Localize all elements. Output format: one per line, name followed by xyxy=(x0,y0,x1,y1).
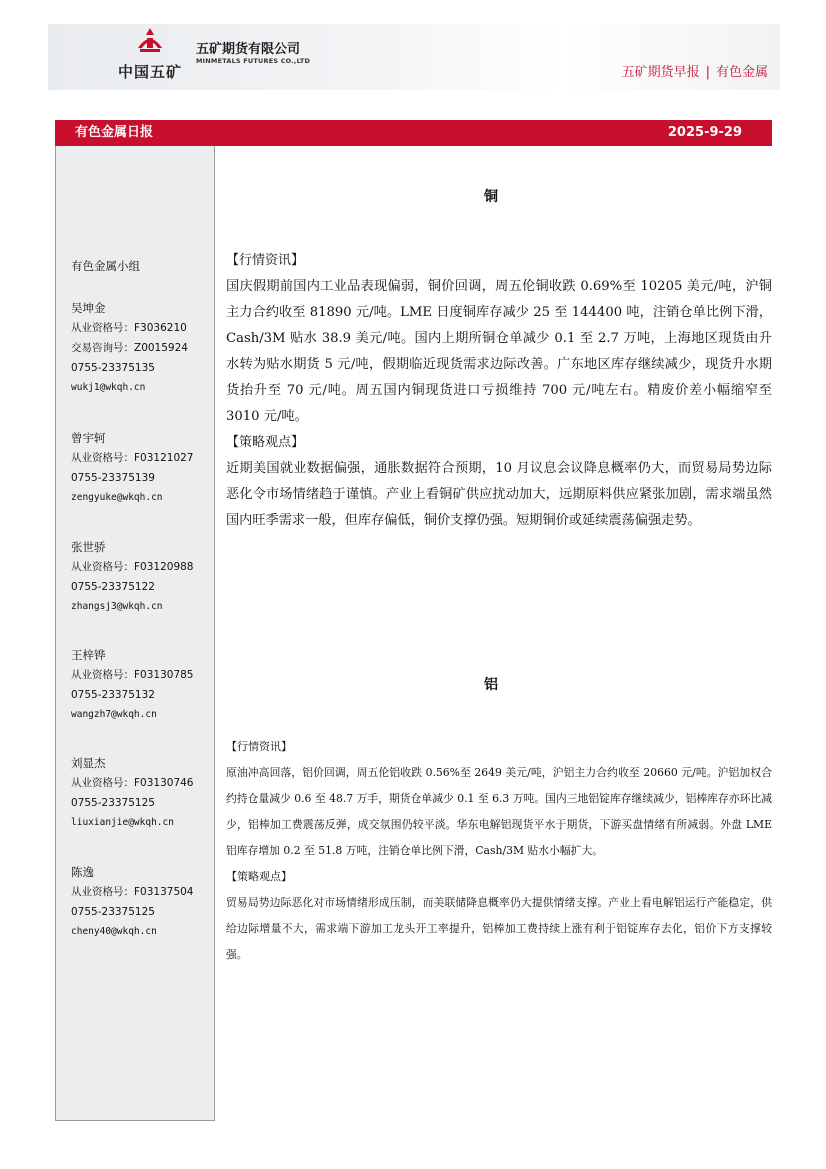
analyst-license: 从业资格号：F03120988 xyxy=(71,561,194,573)
analyst-phone: 0755-23375122 xyxy=(71,581,155,593)
analyst-card xyxy=(71,298,188,398)
analyst-card xyxy=(71,753,193,833)
analyst-phone: 0755-23375139 xyxy=(71,472,155,484)
analyst-email[interactable]: zhangsj3@wkqh.cn xyxy=(71,601,163,612)
aluminum-news-text: 原油冲高回落，铝价回调，周五伦铝收跌 0.56%至 2649 美元/吨，沪铝主力合约收至 20660 元/吨。沪铝加权合约持仓量减少 0.6 至 48.7 万手，期货仓单减少 0.1 至 6.3 万吨。国内三地铝锭库存继续减少，铝棒库存亦环比减少，铝棒加工费震荡反弹，成交氛围仍较平淡。华东电解铝现货平水于期货，下游买盘情绪有所减弱。外盘 LME 铝库存增加 0.2 至 51.8 万吨，注销仓单比例下滑，Cash/3M 贴水小幅扩大。 xyxy=(226,766,772,857)
analyst-email[interactable]: wukj1@wkqh.cn xyxy=(71,382,146,393)
section-title-copper: 铜 xyxy=(484,189,498,205)
analyst-name: 吴坤金 xyxy=(71,301,106,315)
analyst-phone: 0755-23375132 xyxy=(71,689,155,701)
analyst-name: 陈逸 xyxy=(71,865,94,879)
analyst-license: 从业资格号：F03121027 xyxy=(71,452,194,464)
analyst-email[interactable]: cheny40@wkqh.cn xyxy=(71,926,157,937)
analyst-card xyxy=(71,537,193,617)
analyst-phone: 0755-23375125 xyxy=(71,797,155,809)
copper-news-text: 国庆假期前国内工业品表现偏弱，铜价回调，周五伦铜收跌 0.69%至 10205 美元/吨，沪铜主力合约收至 81890 元/吨。LME 日度铜库存减少 25 至 144400 吨，注销仓单比例下滑，Cash/3M 贴水 38.9 美元/吨。国内上期所铜仓单减少 0.1 至 2.7 万吨，上海地区现货由升水转为贴水期货 5 元/吨，假期临近现货需求边际改善。广东地区库存继续减少，现货升水期货抬升至 70 元/吨。周五国内铜现货进口亏损维持 700 元/吨左右。精废价差小幅缩窄至 3010 元/吨。 xyxy=(226,279,772,424)
copper-section xyxy=(226,248,772,534)
header-breadcrumb xyxy=(622,61,768,80)
section-title-aluminum: 铝 xyxy=(484,677,498,693)
analyst-phone: 0755-23375135 xyxy=(71,362,155,374)
analyst-name: 张世骄 xyxy=(71,540,106,554)
analyst-email[interactable]: wangzh7@wkqh.cn xyxy=(71,709,157,720)
copper-view-text: 近期美国就业数据偏强，通胀数据符合预期，10 月议息会议降息概率仍大，而贸易局势边际恶化令市场情绪趋于谨慎。产业上看铜矿供应扰动加大，远期原料供应紧张加剧，需求端虽然国内旺季需求一般，但库存偏低，铜价支撑仍强。短期铜价或延续震荡偏强走势。 xyxy=(226,461,772,528)
company-name-en: MINMETALS FUTURES CO.,LTD xyxy=(196,57,311,65)
analyst-name: 王梓铧 xyxy=(71,648,106,662)
analyst-card xyxy=(71,428,193,508)
page-title: 有色金属日报 xyxy=(75,125,154,140)
copper-view-label: 【策略观点】 xyxy=(226,435,305,450)
aluminum-view-label: 【策略观点】 xyxy=(226,870,292,883)
report-date: 2025-9-29 xyxy=(667,125,742,140)
report-type: 五矿期货早报 xyxy=(621,65,700,80)
analyst-consult-license: 交易咨询号：Z0015924 xyxy=(71,342,188,354)
analyst-license: 从业资格号：F03130746 xyxy=(71,777,194,789)
report-header xyxy=(48,24,780,90)
analyst-sidebar xyxy=(55,146,215,1121)
analyst-phone: 0755-23375125 xyxy=(71,906,155,918)
analyst-email[interactable]: zengyuke@wkqh.cn xyxy=(71,492,163,503)
analyst-license: 从业资格号：F03130785 xyxy=(71,669,194,681)
copper-news-label: 【行情资讯】 xyxy=(226,253,305,268)
analyst-license: 从业资格号：F03137504 xyxy=(71,886,194,898)
analyst-email[interactable]: liuxianjie@wkqh.cn xyxy=(71,817,174,828)
analyst-license: 从业资格号：F3036210 xyxy=(71,322,187,334)
aluminum-section xyxy=(226,734,772,968)
breadcrumb-separator: | xyxy=(705,65,710,80)
analyst-card xyxy=(71,862,193,942)
analyst-card xyxy=(71,645,193,725)
analyst-name: 刘显杰 xyxy=(71,756,106,770)
minmetals-logo-icon xyxy=(134,26,166,56)
aluminum-view-text: 贸易局势边际恶化对市场情绪形成压制，而美联储降息概率仍大提供情绪支撑。产业上看电解铝运行产能稳定，供给边际增量不大，需求端下游加工龙头开工率提升，铝棒加工费持续上涨有利于铝锭库存去化，铝价下方支撑较强。 xyxy=(226,896,772,961)
aluminum-news-label: 【行情资讯】 xyxy=(226,740,292,753)
title-bar xyxy=(55,120,772,146)
company-name: 五矿期货有限公司 xyxy=(196,42,301,57)
analyst-name: 曾宇轲 xyxy=(71,431,106,445)
team-name: 有色金属小组 xyxy=(71,259,140,273)
logo-text: 中国五矿 xyxy=(118,63,183,81)
report-category: 有色金属 xyxy=(715,65,768,80)
